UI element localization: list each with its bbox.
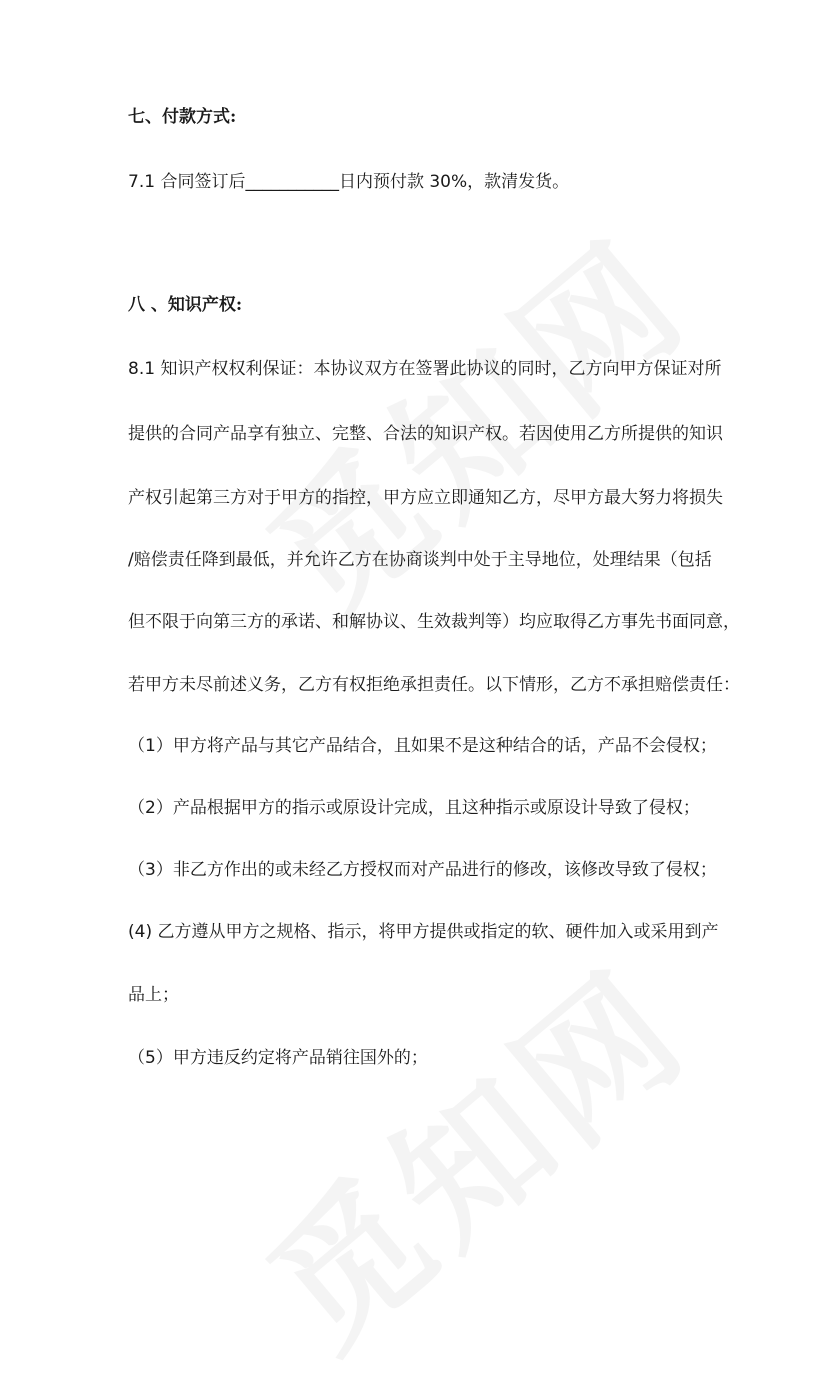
paragraph-line: 7.1 合同签订后___________日内预付款 30%，款清发货。 <box>128 172 570 192</box>
paragraph-line: /赔偿责任降到最低，并允许乙方在协商谈判中处于主导地位，处理结果（包括 <box>128 550 712 570</box>
list-item: (4) 乙方遵从甲方之规格、指示，将甲方提供或指定的软、硬件加入或采用到产 <box>128 922 719 942</box>
list-item: （3）非乙方作出的或未经乙方授权而对产品进行的修改，该修改导致了侵权； <box>128 860 717 880</box>
section-7-heading: 七、付款方式: <box>128 107 237 127</box>
section-8-heading: 八 、知识产权: <box>128 295 243 315</box>
paragraph-line: 若甲方未尽前述义务，乙方有权拒绝承担责任。以下情形，乙方不承担赔偿责任： <box>128 675 740 695</box>
paragraph-line: 产权引起第三方对于甲方的指控，甲方应立即通知乙方，尽甲方最大努力将损失 <box>128 488 723 508</box>
paragraph-line: 但不限于向第三方的承诺、和解协议、生效裁判等）均应取得乙方事先书面同意， <box>128 612 740 632</box>
paragraph-line: 提供的合同产品享有独立、完整、合法的知识产权。若因使用乙方所提供的知识 <box>128 424 723 444</box>
list-item: （5）甲方违反约定将产品销往国外的； <box>128 1048 428 1068</box>
watermark <box>217 183 724 657</box>
list-item: （2）产品根据甲方的指示或原设计完成，且这种指示或原设计导致了侵权； <box>128 798 700 818</box>
paragraph-line: 8.1 知识产权权利保证：本协议双方在签署此协议的同时，乙方向甲方保证对所 <box>128 359 722 379</box>
list-item: （1）甲方将产品与其它产品结合，且如果不是这种结合的话，产品不会侵权； <box>128 736 717 756</box>
list-item: 品上； <box>128 985 179 1005</box>
